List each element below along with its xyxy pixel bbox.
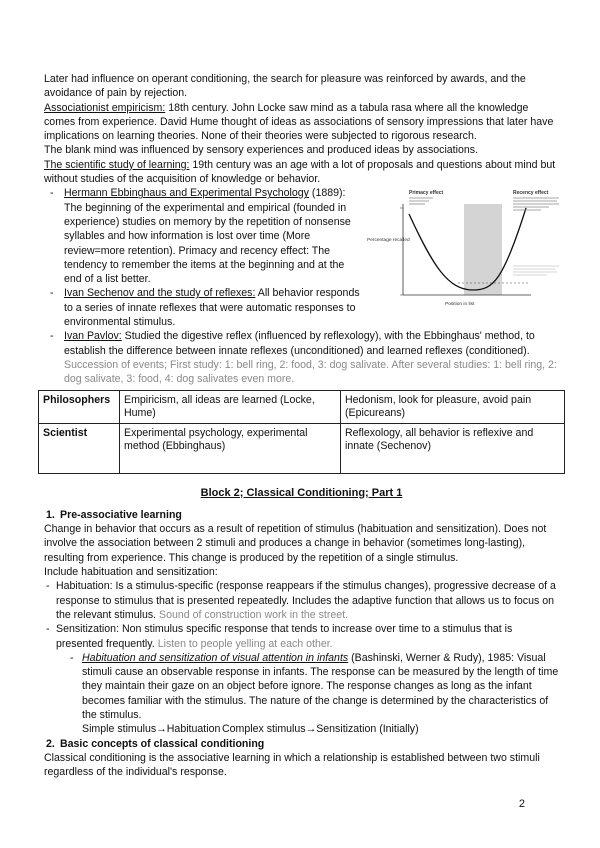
habituation-text: Habituation: Is a stimulus-specific (response reappears if the stimulus changes), progressive decrease of a response to stimulus that is presented repeatedly. Includes the adaptive function that allows us to focus on the relevant stimulus. [56, 580, 556, 621]
sensitization-example: Listen to people yelling at each other. [154, 637, 333, 650]
ebbinghaus-text: (1889): The beginning of the experimental and empirical (founded in experience) studies on memory by the repetition of nonsense syllables and how information is lost over time (More review=more retention). Primacy and recency effect: The tendency to remember the items at the beginning and at the end of a list better. [64, 187, 351, 286]
infants-sublist [56, 651, 559, 722]
list-item [44, 579, 559, 622]
habituation-example: Sound of construction work in the street. [156, 608, 349, 621]
primacy-label: Primacy effect [409, 190, 444, 197]
table-cell: Hedonism, look for pleasure, avoid pain (Epicureans) [341, 390, 565, 423]
list-item [56, 651, 559, 722]
y-axis-label: Percentage recalled [367, 238, 410, 244]
associationist-heading: Associationist empiricism: [44, 101, 166, 114]
serial-position-curve-figure [363, 186, 563, 311]
bullets-with-figure [44, 186, 559, 386]
block-title: Block 2; Classical Conditioning; Part 1 [200, 486, 403, 499]
table-cell: Philosophers [39, 390, 120, 423]
table-cell: Scientist [39, 423, 120, 473]
pavlov-example: Succession of events; First study: 1: bell ring, 2: food, 3: dog salivate. After several studies: 1: bell ring, 2: dog salivate, 3: food, 4: dog salivates even more. [64, 358, 557, 386]
sechenov-heading: Ivan Sechenov and the study of reflexes: [64, 287, 256, 300]
section-heading-2: 2. Basic concepts of classical conditioning [46, 737, 265, 750]
document-page [44, 72, 559, 779]
complex-stimulus-text: Complex stimulus→Sensitization (Initially) [222, 723, 419, 736]
pre-associative-paragraph: Change in behavior that occurs as a result of repetition of stimulus (habituation and sensitization). Does not involve the association between 2 stimuli and produces a change in behavior (sometimes long-lasting), resulting from experience. This change is produced by the repetition of a single stimulus. [44, 523, 547, 564]
associationist-paragraph [44, 101, 559, 144]
scientific-study-heading: The scientific study of learning: [44, 158, 190, 171]
simple-stimulus-text: Simple stimulus→Habituation [82, 723, 221, 736]
table-cell: Reflexology, all behavior is reflexive and innate (Sechenov) [341, 423, 565, 473]
list-item [44, 622, 559, 736]
pavlov-text: Studied the digestive reflex (influenced by reflexology), with the Ebbinghaus' method, to establish the difference between innate reflexes (unconditioned) and learned reflexes (conditioned). [64, 330, 535, 357]
stimulus-arrow-row [56, 722, 559, 736]
table-cell: Experimental psychology, experimental method (Ebbinghaus) [120, 423, 341, 473]
associationist-text: 18th century. John Locke saw mind as a tabula rasa where all the knowledge comes from experience. David Hume thought of ideas as associations of sensory impressions that later have implications on learning theories. None of their theories were subjected to rigorous research. [44, 101, 554, 143]
table-cell: Empiricism, all ideas are learned (Locke, Hume) [120, 390, 341, 423]
pre-associative-list [44, 579, 559, 736]
include-line: Include habituation and sensitization: [44, 566, 218, 579]
scientific-study-paragraph [44, 158, 559, 187]
scientific-study-text: 19th century was an age with a lot of proposals and questions about mind but without studies of the acquisition of knowledge or behavior. [44, 158, 556, 186]
ebbinghaus-heading: Hermann Ebbinghaus and Experimental Psychology [64, 187, 309, 200]
list-item [44, 329, 559, 386]
infants-text: (Bashinski, Werner & Rudy), 1985: Visual stimuli cause an observable response in infants. The response can be measured by the length of time they maintain their gaze on an object before ignore. The response changes as long as the infant becomes familiar with the stimulus. The nature of the change is determined by the characteristics of the stimulus. [82, 651, 559, 721]
intro-paragraph: Later had influence on operant conditioning, the search for pleasure was reinforced by awards, and the avoidance of pain by rejection. [44, 73, 526, 100]
summary-table [38, 390, 565, 474]
sechenov-text: All behavior responds to a series of innate reflexes that were automatic responses to environmental stimulus. [64, 287, 360, 329]
recency-label: Recency effect [513, 190, 549, 197]
list-item [44, 286, 360, 329]
table-row [39, 390, 565, 423]
list-item [44, 186, 360, 286]
table-row [39, 423, 565, 473]
sensitization-text: Sensitization: Non stimulus specific response that tends to increase over time to a stimulus that is presented frequently. [56, 623, 513, 650]
blank-mind-paragraph: The blank mind was influenced by sensory experiences and produced ideas by associations. [44, 144, 479, 157]
section-heading-1: 1. Pre-associative learning [46, 508, 182, 521]
classical-conditioning-paragraph: Classical conditioning is the associative learning in which a relationship is established between two stimuli regardless of the individual's response. [44, 751, 540, 779]
pavlov-heading: Ivan Pavlov: [64, 330, 122, 343]
middle-shaded-region [464, 204, 502, 295]
page-number: 2 [518, 798, 525, 810]
infants-heading: Habituation and sensitization of visual attention in infants [82, 651, 349, 664]
x-axis-label: Position in list [445, 302, 475, 308]
